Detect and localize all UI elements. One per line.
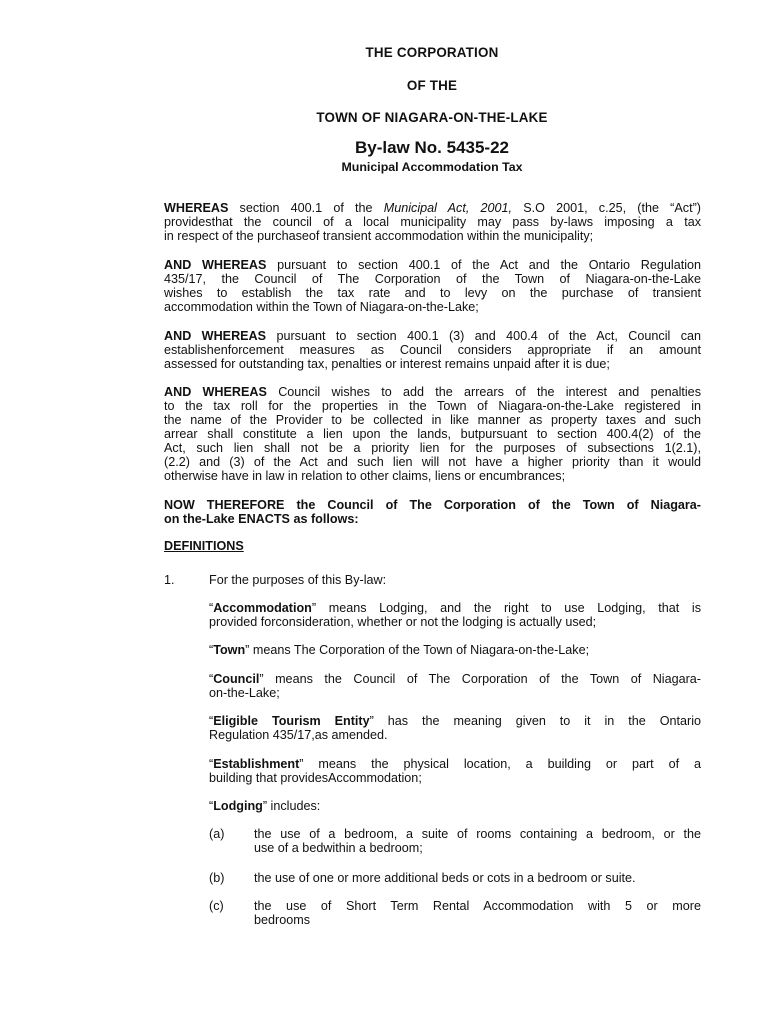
definition-town — [209, 643, 701, 657]
list-item — [254, 827, 701, 855]
definition-establishment — [209, 757, 701, 785]
recital-line: the name of the Provider to be collected in like manner as property taxes and such — [164, 413, 701, 427]
defined-term: Town — [213, 643, 246, 657]
quote-mark: “ — [209, 672, 214, 686]
defined-term: Council — [213, 672, 260, 686]
quote-mark: “ — [209, 601, 214, 615]
recital-line: otherwise have in law in relation to other claims, liens or encumbrances; — [164, 469, 566, 483]
recital-line: arrear shall constitute a lien upon the lands, butpursuant to section 400.4(2) of the — [164, 427, 701, 441]
recital-text: section 400.1 of the — [228, 201, 384, 215]
title-corporation: THE CORPORATION — [365, 45, 499, 60]
quote-mark: “ — [209, 757, 214, 771]
quote-mark: “ — [209, 799, 214, 813]
list-item-line: the use of a bedroom, a suite of rooms containing a bedroom, or the — [254, 827, 701, 841]
bylaw-subtitle: Municipal Accommodation Tax — [341, 160, 523, 174]
recital-line: (2.2) and (3) of the Act and such lien will not have a higher priority than it would — [164, 455, 701, 469]
list-item-label: (a) — [209, 827, 225, 841]
enacting-line: NOW THEREFORE the Council of The Corporation of the Town of Niagara- — [164, 498, 701, 512]
recital-whereas-1 — [164, 201, 701, 243]
list-item — [254, 899, 701, 927]
recital-line: wishes to establish the tax rate and to levy on the purchase of transient — [164, 286, 701, 300]
definitions-heading: DEFINITIONS — [164, 539, 244, 553]
recital-lead: AND WHEREAS — [164, 258, 267, 272]
definition-text: ” means The Corporation of the Town of Niagara-on-the-Lake; — [245, 643, 590, 657]
list-item-label: (c) — [209, 899, 224, 913]
recital-lead: AND WHEREAS — [164, 385, 267, 399]
definition-text: ” means the physical location, a building or part of a — [299, 757, 701, 771]
definition-text: ” means the Council of The Corporation of the Town of Niagara- — [259, 672, 701, 686]
recital-line: in respect of the purchaseof transient accommodation within the municipality; — [164, 229, 594, 243]
definition-lodging — [209, 799, 701, 813]
list-item — [254, 871, 701, 885]
list-item-line: the use of Short Term Rental Accommodation with 5 or more — [254, 899, 701, 913]
definition-text: ” means Lodging, and the right to use Lodging, that is — [311, 601, 701, 615]
list-item-line: the use of one or more additional beds or cots in a bedroom or suite. — [254, 871, 636, 885]
definition-line: provided forconsideration, whether or not the lodging is actually used; — [209, 615, 597, 629]
recital-line: to the tax roll for the properties in the Town of Niagara-on-the-Lake registered in — [164, 399, 701, 413]
list-item-label: (b) — [209, 871, 225, 885]
title-town: TOWN OF NIAGARA-ON-THE-LAKE — [316, 110, 548, 125]
recital-text: Council wishes to add the arrears of the interest and penalties — [266, 385, 701, 399]
defined-term: Lodging — [213, 799, 263, 813]
defined-term: Accommodation — [213, 601, 312, 615]
recital-whereas-2 — [164, 258, 701, 314]
definition-text: ” has the meaning given to it in the Ontario — [369, 714, 701, 728]
recital-line: accommodation within the Town of Niagara-on-the-Lake; — [164, 300, 479, 314]
definition-line: Regulation 435/17,as amended. — [209, 728, 388, 742]
section-number: 1. — [164, 573, 175, 587]
enacting-clause — [164, 498, 701, 526]
recital-line: establishenforcement measures as Council considers appropriate if an amount — [164, 343, 701, 357]
definitions-intro: For the purposes of this By-law: — [209, 573, 387, 587]
definition-eligible-tourism-entity — [209, 714, 701, 742]
recital-line: assessed for outstanding tax, penalties or interest remains unpaid after it is due; — [164, 357, 610, 371]
recital-line: 435/17, the Council of The Corporation of the Town of Niagara-on-the-Lake — [164, 272, 701, 286]
recital-text: pursuant to section 400.1 of the Act and the Ontario Regulation — [266, 258, 702, 272]
list-item-line: bedrooms — [254, 913, 311, 927]
defined-term: Eligible Tourism Entity — [213, 714, 370, 728]
recital-text: S.O 2001, c.25, (the “Act”) — [512, 201, 701, 215]
definition-line: on-the-Lake; — [209, 686, 280, 700]
definition-line: building that providesAccommodation; — [209, 771, 422, 785]
list-item-line: use of a bedwithin a bedroom; — [254, 841, 423, 855]
recital-line: providesthat the council of a local municipality may pass by-laws imposing a tax — [164, 215, 701, 229]
recital-line: Act, such lien shall not be a priority lien for the purposes of subsections 1(2.1), — [164, 441, 701, 455]
recital-text: pursuant to section 400.1 (3) and 400.4 of the Act, Council can — [266, 329, 702, 343]
quote-mark: “ — [209, 643, 214, 657]
recital-whereas-3 — [164, 329, 701, 371]
bylaw-number: By-law No. 5435-22 — [354, 138, 509, 157]
recital-lead: AND WHEREAS — [164, 329, 267, 343]
enacting-line: on the-Lake ENACTS as follows: — [164, 512, 359, 526]
recital-whereas-4 — [164, 385, 701, 483]
title-of-the: OF THE — [406, 78, 458, 93]
act-title: Municipal Act, 2001, — [383, 201, 513, 215]
definition-accommodation — [209, 601, 701, 629]
quote-mark: “ — [209, 714, 214, 728]
definition-text: ” includes: — [262, 799, 321, 813]
recital-lead: WHEREAS — [164, 201, 229, 215]
definition-council — [209, 672, 701, 700]
defined-term: Establishment — [213, 757, 300, 771]
